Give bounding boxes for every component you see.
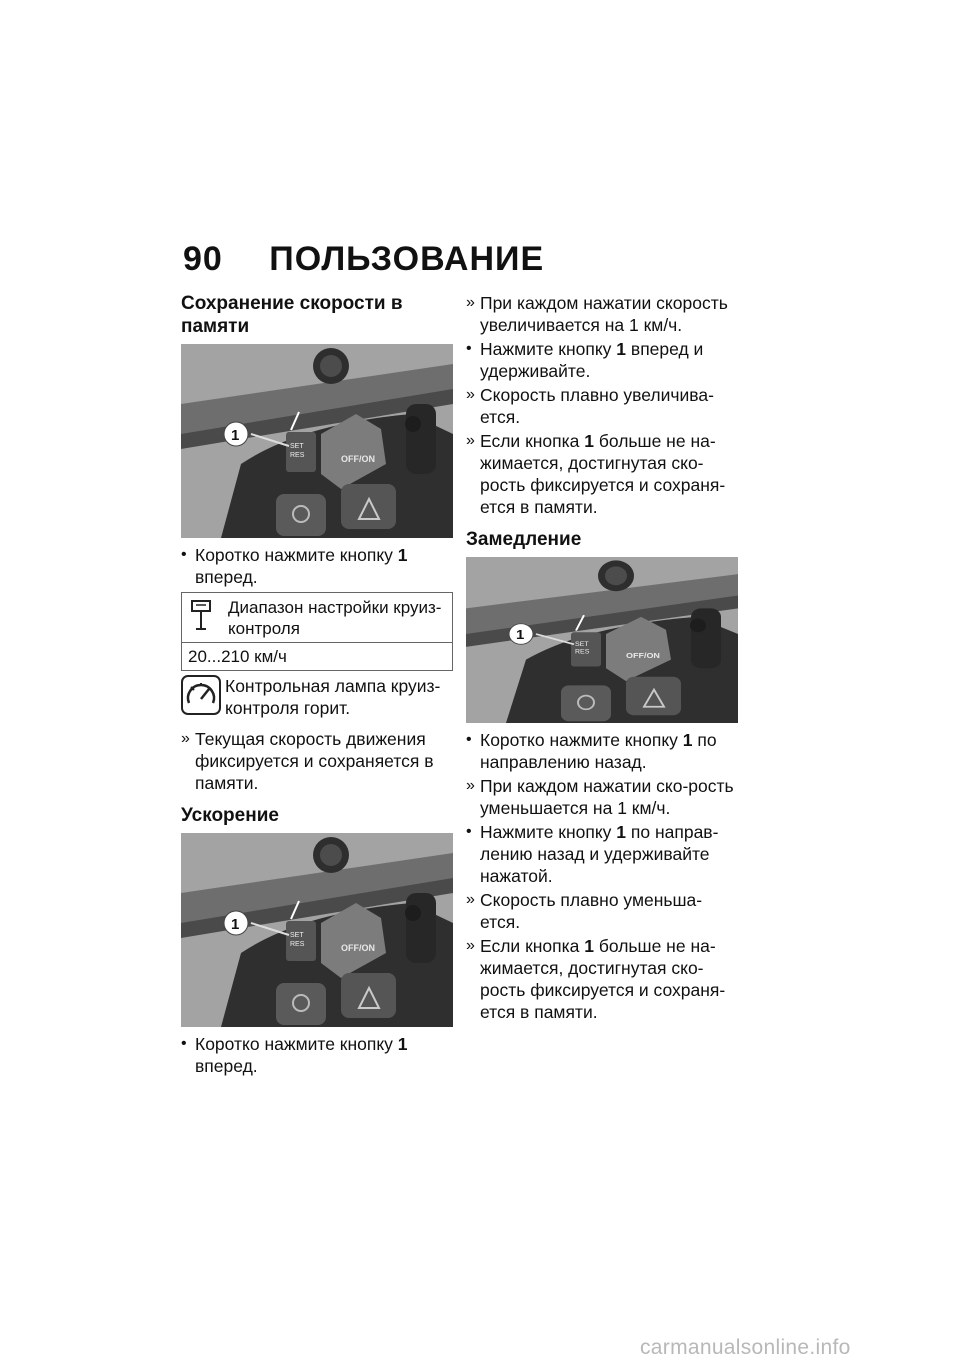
- callout-1: 1: [231, 916, 240, 933]
- indicator-note: [181, 675, 453, 720]
- save-heading: Сохранение скорости в памяти: [181, 293, 403, 337]
- accel-step-1: [181, 1033, 453, 1077]
- list-marker: •: [466, 823, 472, 840]
- step-text: Коротко нажмите кнопку: [480, 730, 683, 750]
- callout-1: 1: [231, 427, 240, 444]
- list-marker: •: [466, 340, 472, 357]
- step-text: Скорость плавно увеличива-ется.: [480, 385, 714, 427]
- step-text: Нажмите кнопку: [480, 339, 617, 359]
- button-ref: 1: [616, 339, 627, 359]
- cruise-indicator-icon: [181, 675, 225, 720]
- decel-step-4: [466, 889, 738, 933]
- button-ref: 1: [682, 730, 693, 750]
- handlebar-photo-decel: [466, 557, 738, 723]
- decel-steps: [466, 729, 738, 1023]
- accel-step-3: [466, 384, 738, 428]
- list-marker: •: [466, 731, 472, 748]
- res-label: RES: [290, 941, 305, 948]
- step-text: Нажмите кнопку: [480, 822, 617, 842]
- off-on-label: OFF/ON: [341, 943, 375, 953]
- step-text: Если кнопка: [480, 431, 585, 451]
- step-tail: больше не на-жимается, достигнутая ско-рость фиксируется и сохраня-ется в памяти.: [480, 936, 726, 1022]
- res-label: RES: [575, 649, 590, 656]
- bullet-marker: •: [181, 546, 187, 563]
- step-text: Коротко нажмите кнопку: [195, 1034, 398, 1054]
- off-on-label: OFF/ON: [626, 650, 660, 660]
- list-marker: »: [466, 386, 475, 403]
- step-tail: вперед.: [195, 567, 258, 587]
- step-text: Скорость плавно уменьша-ется.: [480, 890, 703, 932]
- section-title: ПОЛЬЗОВАНИЕ: [269, 240, 545, 278]
- set-label: SET: [575, 641, 589, 648]
- spec-value: 20...210 км/ч: [188, 647, 287, 666]
- caliper-icon: [190, 599, 212, 635]
- accel-continued: [466, 292, 738, 518]
- step-tail: вперед и удерживайте.: [480, 339, 704, 381]
- watermark: carmanualsonline.info: [640, 1336, 851, 1359]
- list-marker: »: [466, 891, 475, 908]
- button-ref: 1: [584, 936, 594, 956]
- page-number: 90: [183, 240, 223, 278]
- list-marker: »: [466, 777, 475, 794]
- accel-step-1: [466, 292, 738, 336]
- accel-heading: Ускорение: [181, 805, 279, 826]
- step-tail: вперед.: [195, 1056, 258, 1076]
- save-result: [181, 728, 453, 794]
- button-ref: 1: [584, 431, 594, 451]
- indicator-text: Контрольная лампа круиз-контроля горит.: [225, 676, 441, 718]
- result-marker: »: [181, 730, 190, 747]
- decel-step-5: [466, 935, 738, 1023]
- button-ref: 1: [397, 1034, 408, 1054]
- left-column: [181, 292, 453, 1079]
- step-text: Коротко нажмите кнопку: [195, 545, 398, 565]
- set-label: SET: [290, 932, 304, 939]
- decel-step-2: [466, 775, 738, 819]
- off-on-label: OFF/ON: [341, 454, 375, 464]
- list-marker: »: [466, 937, 475, 954]
- decel-heading: Замедление: [466, 529, 582, 550]
- handlebar-photo-accel: [181, 833, 453, 1027]
- step-tail: по направлению назад.: [480, 730, 717, 772]
- list-marker: »: [466, 294, 475, 311]
- list-marker: »: [466, 432, 475, 449]
- step-text: Если кнопка: [480, 936, 585, 956]
- page-header: [183, 240, 544, 280]
- decel-step-3: [466, 821, 738, 887]
- decel-step-1: [466, 729, 738, 773]
- step-text: При каждом нажатии ско-рость уменьшается на 1 км/ч.: [480, 776, 734, 818]
- callout-1: 1: [516, 627, 525, 642]
- step-text: При каждом нажатии скорость увеличивается на 1 км/ч.: [480, 293, 728, 335]
- right-column: [466, 292, 738, 1025]
- spec-icon: [182, 593, 223, 643]
- res-label: RES: [290, 452, 305, 459]
- accel-step-4: [466, 430, 738, 518]
- spec-label: Диапазон настройки круиз-контроля: [222, 593, 453, 643]
- step-tail: по направ-лению назад и удерживайте нажатой.: [480, 822, 719, 886]
- spec-table: [181, 592, 453, 671]
- result-text: Текущая скорость движения фиксируется и сохраняется в памяти.: [195, 729, 434, 793]
- set-label: SET: [290, 443, 304, 450]
- button-ref: 1: [397, 545, 408, 565]
- step-tail: больше не на-жимается, достигнутая ско-рость фиксируется и сохраня-ется в памяти.: [480, 431, 726, 517]
- accel-step-2: [466, 338, 738, 382]
- handlebar-photo-save: [181, 344, 453, 538]
- save-step-1: [181, 544, 453, 588]
- button-ref: 1: [616, 822, 627, 842]
- bullet-marker: •: [181, 1035, 187, 1052]
